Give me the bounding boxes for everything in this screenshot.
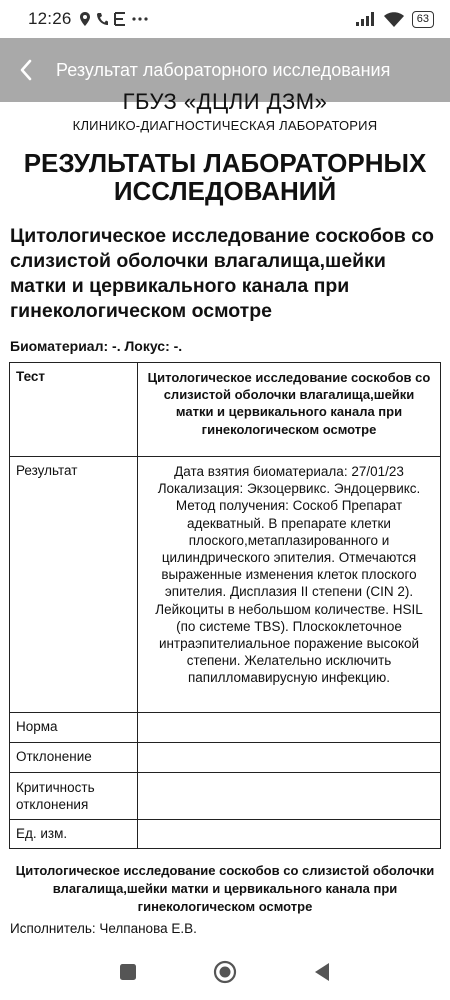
table-row xyxy=(10,457,441,713)
result-label: Результат xyxy=(10,457,138,713)
home-circle-icon xyxy=(213,960,237,984)
table-row xyxy=(10,820,441,849)
home-button[interactable] xyxy=(205,952,245,992)
recents-button[interactable] xyxy=(108,952,148,992)
signal-icon xyxy=(356,12,376,26)
table-row xyxy=(10,743,441,773)
biomaterial-line: Биоматериал: -. Локус: -. xyxy=(10,338,183,354)
lab-result-document[interactable] xyxy=(0,89,450,944)
page-title: Результат лабораторного исследования xyxy=(56,59,391,80)
table-row xyxy=(10,773,441,820)
study-title: Цитологическое исследование соскобов со слизистой оболочки влагалища,шейки матки и цервикального канала при гинекологическом осмотре xyxy=(10,225,434,322)
square-icon xyxy=(119,963,137,981)
call-icon xyxy=(96,12,108,26)
status-notification-icons xyxy=(80,12,148,26)
status-time: 12:26 xyxy=(28,9,72,28)
status-bar xyxy=(0,0,450,38)
wifi-icon xyxy=(384,12,404,27)
chevron-left-icon xyxy=(19,59,33,81)
norm-value xyxy=(138,713,441,743)
deviation-label: Отклонение xyxy=(10,743,138,773)
status-system-icons xyxy=(356,11,434,28)
location-icon xyxy=(80,12,90,26)
footer-study-title: Цитологическое исследование соскобов со слизистой оболочки влагалища,шейки матки и цервикального канала при гинекологическом осмотре xyxy=(15,863,435,914)
norm-label: Норма xyxy=(10,713,138,743)
criticality-value xyxy=(138,773,441,820)
triangle-back-icon xyxy=(313,962,331,982)
organization-name: ГБУЗ «ДЦЛИ ДЗМ» xyxy=(122,89,328,114)
system-back-button[interactable] xyxy=(302,952,342,992)
unit-value xyxy=(138,820,441,849)
app-notification-icon xyxy=(114,12,126,26)
results-table xyxy=(9,362,441,849)
test-value: Цитологическое исследование соскобов со слизистой оболочки влагалища,шейки матки и цервикального канала при гинекологическом осмотре xyxy=(138,363,441,457)
criticality-label: Критичность отклонения xyxy=(10,773,138,820)
document-title: РЕЗУЛЬТАТЫ ЛАБОРАТОРНЫХ ИССЛЕДОВАНИЙ xyxy=(23,148,427,206)
performer-line: Исполнитель: Челпанова Е.В. xyxy=(10,921,197,936)
battery-indicator: 63 xyxy=(412,11,434,28)
system-nav-bar xyxy=(0,944,450,1000)
unit-label: Ед. изм. xyxy=(10,820,138,849)
table-row xyxy=(10,713,441,743)
deviation-value xyxy=(138,743,441,773)
table-row xyxy=(10,363,441,457)
laboratory-name: КЛИНИКО-ДИАГНОСТИЧЕСКАЯ ЛАБОРАТОРИЯ xyxy=(72,118,378,133)
test-label: Тест xyxy=(10,363,138,457)
result-value: Дата взятия биоматериала: 27/01/23 Локализация: Экзоцервикс. Эндоцервикс. Метод получения: Соскоб Препарат адекватный. В препарате клетки плоского,метаплазированного и цилиндрического эпителия. Отмечаются выраженные изменения клеток плоского эпителия. Дисплазия II степени (CIN 2). Лейкоциты в небольшом количестве. HSIL (по системе TBS). Плоскоклеточное интраэпителиальное поражение высокой степени. Желательно исключить папилломавирусную инфекцию. xyxy=(138,457,441,713)
more-notifications-icon xyxy=(132,16,148,22)
